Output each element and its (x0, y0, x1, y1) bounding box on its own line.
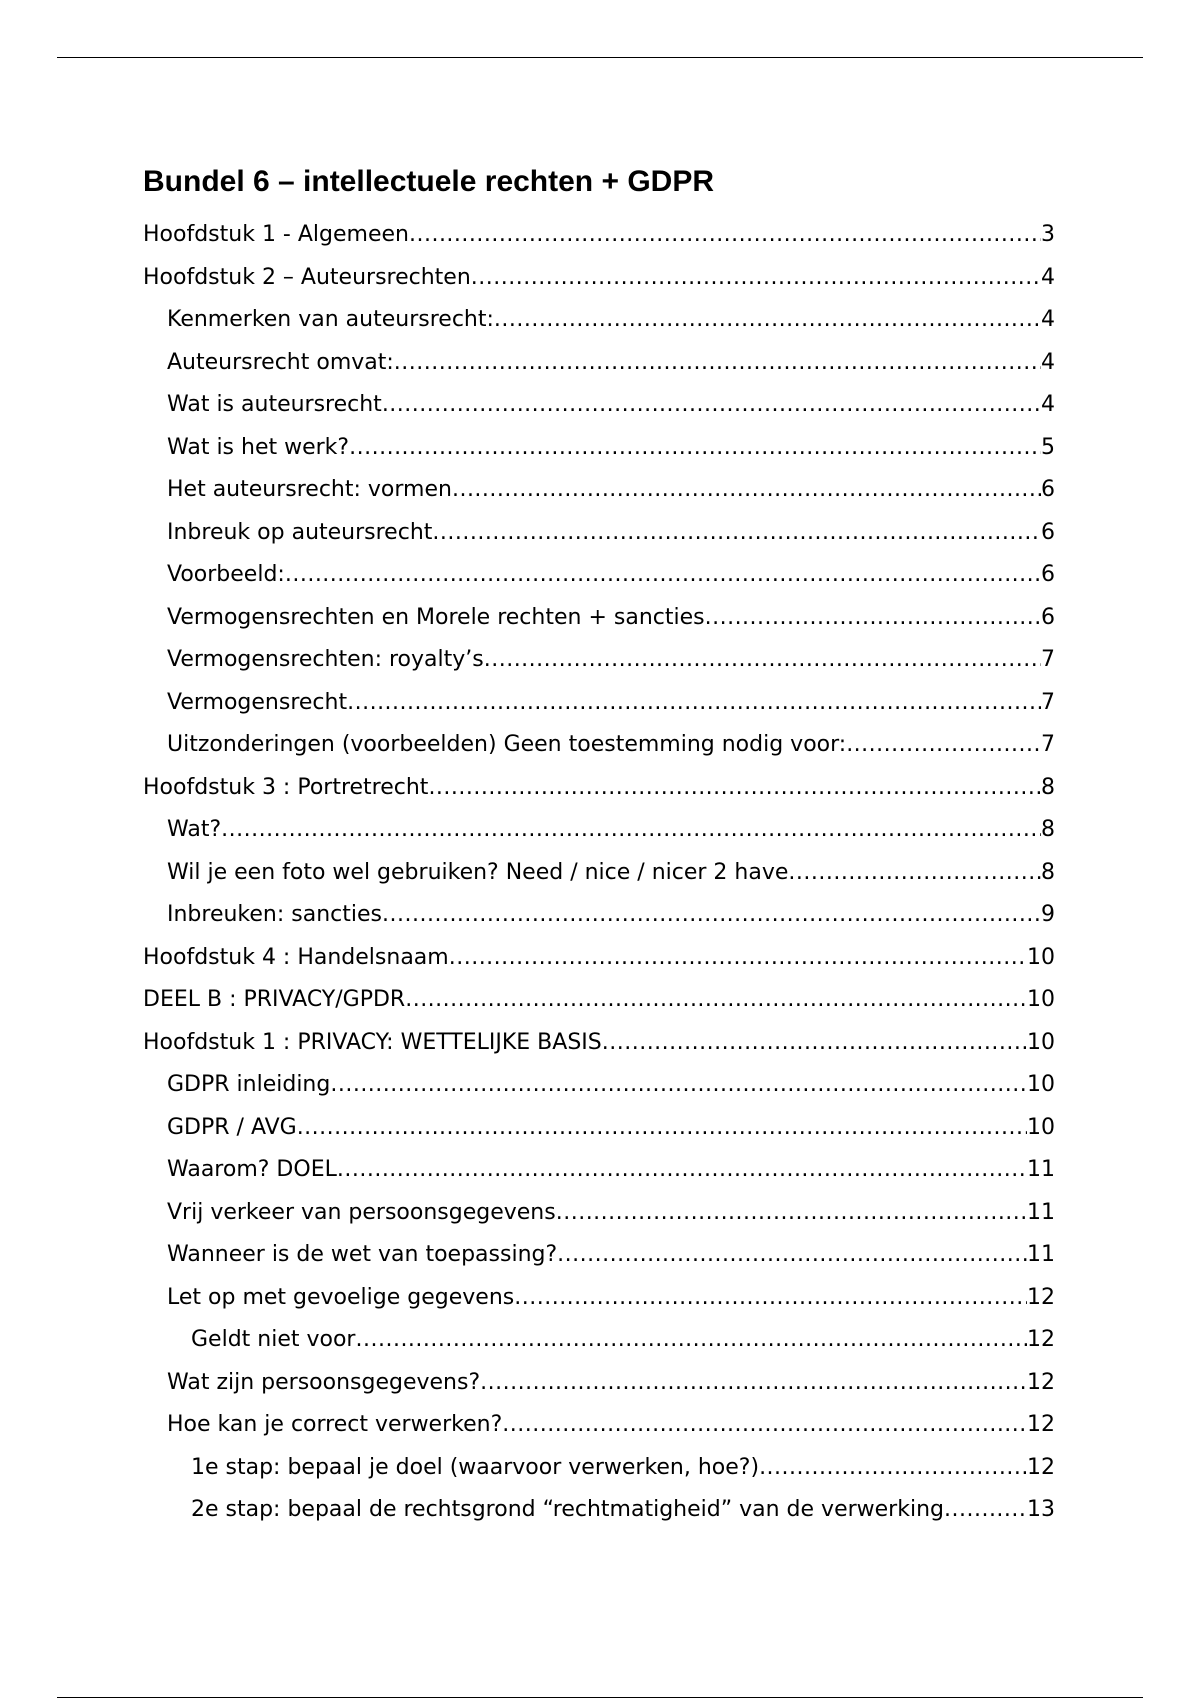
toc-entry[interactable] (143, 220, 1055, 263)
toc-page-number: 12 (1027, 1327, 1055, 1352)
toc-dot-leader (355, 1325, 1027, 1355)
toc-entry-title: Auteursrecht omvat: (167, 349, 394, 375)
toc-page-number: 12 (1027, 1454, 1055, 1480)
toc-entry[interactable] (143, 348, 1055, 391)
toc-dot-leader (846, 730, 1041, 760)
toc-entry[interactable] (143, 560, 1055, 603)
toc-entry-title: Wat? (167, 817, 222, 842)
toc-entry-title: DEEL B : PRIVACY/GPDR (143, 987, 406, 1012)
toc-page-number: 9 (1041, 902, 1055, 927)
toc-page-number: 3 (1041, 222, 1055, 247)
table-of-contents (143, 220, 1055, 1538)
toc-dot-leader (452, 475, 1041, 505)
toc-entry[interactable] (143, 1410, 1055, 1453)
toc-dot-leader (297, 1113, 1027, 1143)
toc-entry-title: Uitzonderingen (voorbeelden) Geen toestemming nodig voor: (167, 732, 847, 757)
toc-dot-leader (494, 305, 1041, 335)
toc-entry[interactable] (143, 1283, 1055, 1326)
toc-entry-title: Wanneer is de wet van toepassing? (167, 1242, 558, 1267)
toc-entry[interactable] (143, 1240, 1055, 1283)
footer-rule (57, 1697, 1143, 1698)
toc-dot-leader (788, 858, 1041, 888)
toc-dot-leader (349, 433, 1041, 463)
toc-page-number: 10 (1027, 944, 1055, 970)
toc-entry[interactable] (143, 1453, 1055, 1496)
toc-dot-leader (602, 1028, 1027, 1058)
toc-page-number: 12 (1027, 1412, 1055, 1437)
toc-page-number: 8 (1041, 817, 1055, 842)
toc-page-number: 11 (1027, 1242, 1055, 1267)
toc-page-number: 4 (1041, 264, 1055, 290)
toc-dot-leader (347, 688, 1041, 718)
toc-dot-leader (484, 645, 1041, 675)
header-rule (57, 57, 1143, 58)
toc-entry-title: Wat is het werk? (167, 434, 350, 460)
toc-entry-title: Geldt niet voor (191, 1327, 356, 1352)
toc-dot-leader (428, 773, 1041, 803)
toc-entry-title: Vermogensrechten en Morele rechten + sancties (167, 604, 705, 630)
toc-dot-leader (705, 603, 1041, 633)
toc-page-number: 11 (1027, 1199, 1055, 1225)
toc-dot-leader (409, 220, 1041, 250)
toc-page-number: 4 (1041, 392, 1055, 417)
toc-entry[interactable] (143, 1368, 1055, 1411)
toc-entry-title: Vrij verkeer van persoonsgegevens (167, 1199, 556, 1225)
toc-entry-title: 1e stap: bepaal je doel (waarvoor verwerken, hoe?) (191, 1454, 760, 1480)
document-title: Bundel 6 – intellectuele rechten + GDPR (143, 165, 714, 198)
toc-entry[interactable] (143, 475, 1055, 518)
toc-dot-leader (514, 1283, 1027, 1313)
toc-dot-leader (449, 943, 1027, 973)
toc-entry-title: Inbreuken: sancties (167, 902, 382, 927)
toc-page-number: 12 (1027, 1369, 1055, 1395)
toc-dot-leader (471, 263, 1041, 293)
toc-dot-leader (557, 1240, 1027, 1270)
toc-entry-title: GDPR / AVG (167, 1114, 297, 1140)
toc-entry-title: Hoofdstuk 3 : Portretrecht (143, 774, 429, 800)
toc-entry[interactable] (143, 518, 1055, 561)
toc-entry-title: Hoofdstuk 4 : Handelsnaam (143, 944, 449, 970)
toc-entry-title: Hoofdstuk 1 - Algemeen (143, 222, 409, 247)
toc-dot-leader (337, 1155, 1027, 1185)
toc-entry-title: Het auteursrecht: vormen (167, 477, 452, 502)
toc-page-number: 7 (1041, 689, 1055, 715)
toc-entry-title: Hoofdstuk 2 – Auteursrechten (143, 264, 471, 290)
toc-entry[interactable] (143, 688, 1055, 731)
toc-dot-leader (556, 1198, 1027, 1228)
toc-entry[interactable] (143, 943, 1055, 986)
toc-page-number: 6 (1041, 562, 1055, 587)
toc-entry-title: Vermogensrechten: royalty’s (167, 647, 484, 672)
toc-dot-leader (944, 1495, 1027, 1525)
toc-dot-leader (480, 1368, 1027, 1398)
toc-page-number: 6 (1041, 604, 1055, 630)
toc-entry[interactable] (143, 900, 1055, 943)
toc-dot-leader (394, 348, 1041, 378)
toc-dot-leader (405, 985, 1027, 1015)
toc-entry[interactable] (143, 815, 1055, 858)
toc-dot-leader (330, 1070, 1027, 1100)
toc-entry-title: Wat is auteursrecht (167, 392, 382, 417)
toc-entry-title: Hoe kan je correct verwerken? (167, 1412, 503, 1437)
toc-page-number: 10 (1027, 1029, 1055, 1055)
toc-page-number: 12 (1027, 1284, 1055, 1310)
toc-page-number: 10 (1027, 987, 1055, 1012)
toc-page-number: 10 (1027, 1114, 1055, 1140)
toc-entry-title: GDPR inleiding (167, 1072, 331, 1097)
toc-page-number: 7 (1041, 732, 1055, 757)
toc-page-number: 6 (1041, 519, 1055, 545)
toc-dot-leader (382, 390, 1041, 420)
toc-entry-title: Wat zijn persoonsgegevens? (167, 1369, 481, 1395)
toc-page-number: 8 (1041, 774, 1055, 800)
toc-entry[interactable] (143, 1198, 1055, 1241)
toc-page-number: 7 (1041, 647, 1055, 672)
toc-dot-leader (285, 560, 1041, 590)
toc-page-number: 13 (1027, 1497, 1055, 1522)
toc-dot-leader (432, 518, 1041, 548)
toc-entry[interactable] (143, 730, 1055, 773)
toc-dot-leader (759, 1453, 1027, 1483)
toc-page-number: 10 (1027, 1072, 1055, 1097)
toc-page-number: 5 (1041, 434, 1055, 460)
toc-entry[interactable] (143, 985, 1055, 1028)
toc-entry-title: Voorbeeld: (167, 562, 285, 587)
toc-entry-title: Inbreuk op auteursrecht (167, 519, 433, 545)
toc-entry-title: Hoofdstuk 1 : PRIVACY: WETTELIJKE BASIS (143, 1029, 602, 1055)
toc-entry-title: Waarom? DOEL (167, 1157, 337, 1182)
toc-page-number: 11 (1027, 1157, 1055, 1182)
toc-dot-leader (502, 1410, 1027, 1440)
toc-entry[interactable] (143, 1155, 1055, 1198)
toc-entry[interactable] (143, 1495, 1055, 1538)
toc-page-number: 6 (1041, 477, 1055, 502)
toc-entry-title: Vermogensrecht (167, 689, 348, 715)
toc-entry-title: Let op met gevoelige gegevens (167, 1284, 515, 1310)
toc-entry[interactable] (143, 433, 1055, 476)
toc-entry[interactable] (143, 1028, 1055, 1071)
toc-page-number: 4 (1041, 307, 1055, 332)
toc-entry-title: Wil je een foto wel gebruiken? Need / nice / nicer 2 have (167, 859, 789, 885)
toc-entry[interactable] (143, 390, 1055, 433)
toc-entry[interactable] (143, 1113, 1055, 1156)
toc-page-number: 8 (1041, 859, 1055, 885)
toc-entry[interactable] (143, 305, 1055, 348)
toc-entry-title: 2e stap: bepaal de rechtsgrond “rechtmatigheid” van de verwerking (191, 1497, 944, 1522)
toc-entry[interactable] (143, 1325, 1055, 1368)
toc-entry[interactable] (143, 1070, 1055, 1113)
toc-entry[interactable] (143, 773, 1055, 816)
toc-dot-leader (382, 900, 1041, 930)
toc-entry[interactable] (143, 263, 1055, 306)
toc-entry[interactable] (143, 645, 1055, 688)
toc-entry-title: Kenmerken van auteursrecht: (167, 307, 494, 332)
toc-page-number: 4 (1041, 349, 1055, 375)
toc-dot-leader (221, 815, 1041, 845)
toc-entry[interactable] (143, 858, 1055, 901)
toc-entry[interactable] (143, 603, 1055, 646)
